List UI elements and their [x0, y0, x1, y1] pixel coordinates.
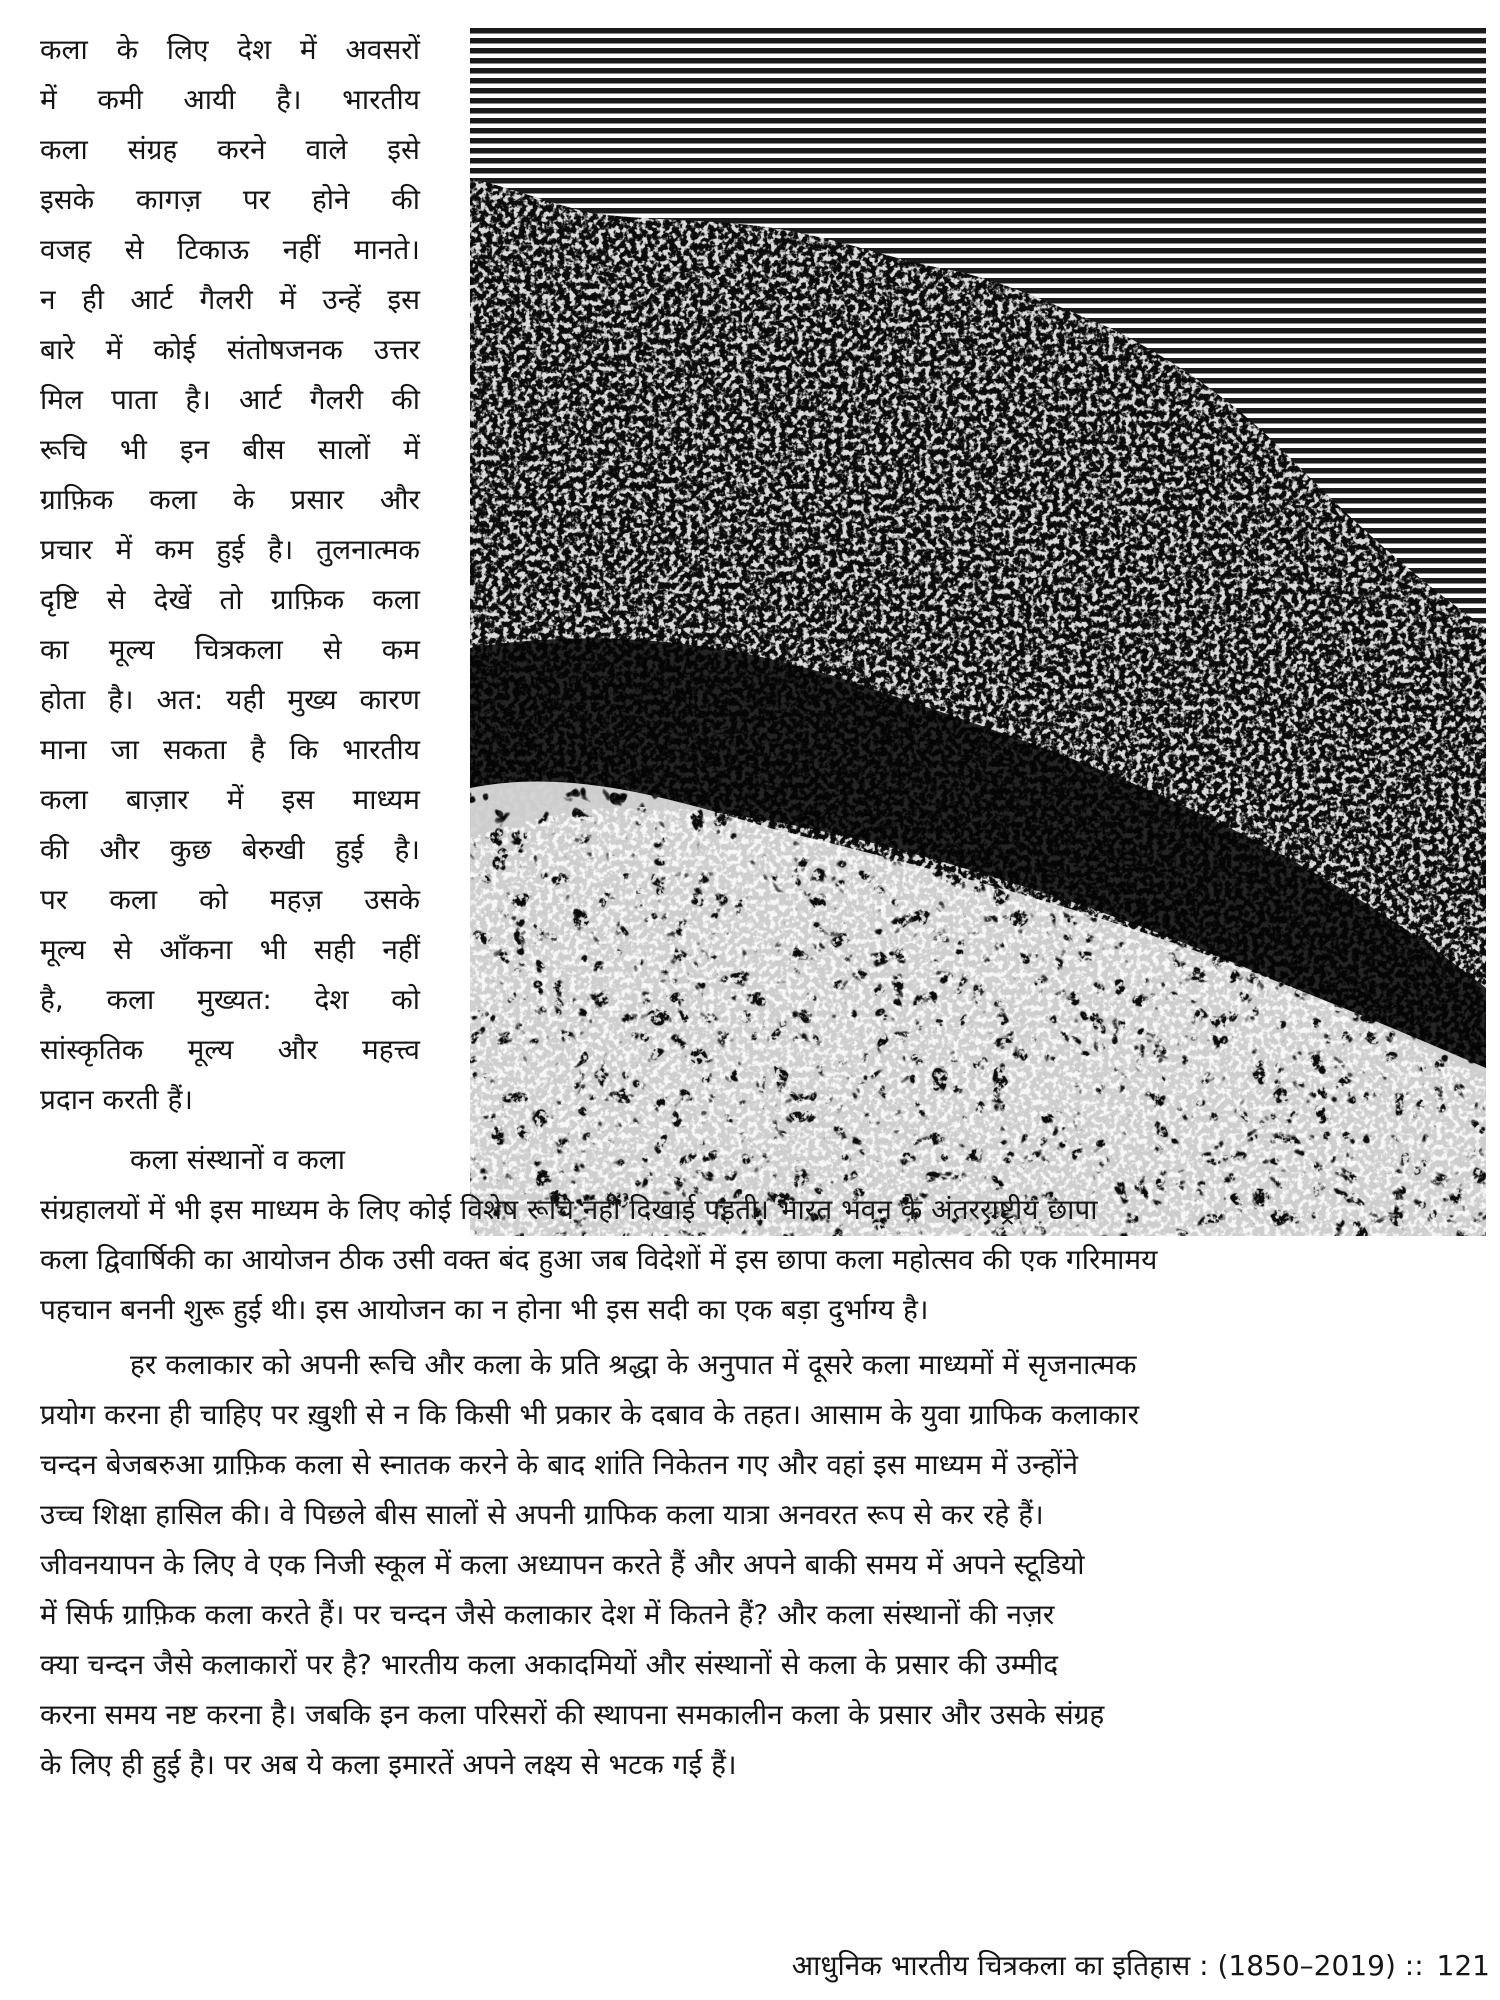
- left-column-line: में कमी आयी है। भारतीय: [40, 83, 420, 116]
- left-column-line: माना जा सकता है कि भारतीय: [40, 733, 420, 766]
- body-line: चन्दन बेजबरुआ ग्राफ़िक कला से स्नातक करने के बाद शांति निकेतन गए और वहां इस माध्यम में उन्होंने: [40, 1448, 1079, 1481]
- paragraph-indent-line: कला संस्थानों व कला: [130, 1143, 345, 1176]
- left-column-line: कला संग्रह करने वाले इसे: [40, 133, 420, 166]
- left-column-line: का मूल्य चित्रकला से कम: [40, 633, 420, 666]
- left-column-line: की और कुछ बेरुखी हुई है।: [40, 833, 420, 866]
- left-column-line: मूल्य से आँकना भी सही नहीं: [40, 933, 420, 966]
- body-line: कला द्विवार्षिकी का आयोजन ठीक उसी वक्त बंद हुआ जब विदेशों में इस छापा कला महोत्सव की एक गरिमामय: [40, 1243, 1158, 1276]
- body-line: हर कलाकार को अपनी रूचि और कला के प्रति श्रद्धा के अनुपात में दूसरे कला माध्यमों में सृजनात्मक: [130, 1348, 1137, 1381]
- page-number: 121: [1436, 1949, 1490, 1982]
- left-column-line: पर कला को महज़ उसके: [40, 883, 420, 916]
- body-line: प्रयोग करना ही चाहिए पर ख़ुशी से न कि किसी भी प्रकार के दबाव के तहत। आसाम के युवा ग्राफिक कलाकार: [40, 1398, 1140, 1431]
- left-column-line: प्रदान करती हैं।: [40, 1083, 194, 1116]
- left-column-line: प्रचार में कम हुई है। तुलनात्मक: [40, 533, 420, 566]
- body-line: के लिए ही हुई है। पर अब ये कला इमारतें अपने लक्ष्य से भटक गई हैं।: [40, 1748, 737, 1781]
- landscape-print-illustration: [470, 28, 1486, 1236]
- left-column-line: न ही आर्ट गैलरी में उन्हें इस: [40, 283, 420, 316]
- body-line: उच्च शिक्षा हासिल की। वे पिछले बीस सालों से अपनी ग्राफिक कला यात्रा अनवरत रूप से कर रहे हैं।: [40, 1498, 1044, 1531]
- left-column-line: मिल पाता है। आर्ट गैलरी की: [40, 383, 420, 416]
- left-column-line: होता है। अत: यही मुख्य कारण: [40, 683, 420, 716]
- left-column-line: बारे में कोई संतोषजनक उत्तर: [40, 333, 420, 366]
- body-line: संग्रहालयों में भी इस माध्यम के लिए कोई विशेष रूचि नहीं दिखाई पड़ती। भारत भवन के अंतरराष्ट्रीय छापा: [40, 1193, 1098, 1226]
- body-line: पहचान बननी शुरू हुई थी। इस आयोजन का न होना भी इस सदी का एक बड़ा दुर्भाग्य है।: [40, 1293, 929, 1326]
- left-column-line: ग्राफ़िक कला के प्रसार और: [40, 483, 420, 516]
- graphic-art-print: [470, 28, 1486, 1236]
- body-line: जीवनयापन के लिए वे एक निजी स्कूल में कला अध्यापन करते हैं और अपने बाकी समय में अपने स्टूडियो: [40, 1548, 1085, 1581]
- page-footer: [690, 1948, 1490, 1984]
- left-column-line: कला के लिए देश में अवसरों: [40, 33, 420, 66]
- left-column-line: सांस्कृतिक मूल्य और महत्त्व: [40, 1033, 420, 1066]
- left-column-line: इसके कागज़ पर होने की: [40, 183, 420, 216]
- left-column-line: वजह से टिकाऊ नहीं मानते।: [40, 233, 420, 266]
- left-column-line: है, कला मुख्यत: देश को: [40, 983, 420, 1016]
- body-line: क्या चन्दन जैसे कलाकारों पर है? भारतीय कला अकादमियों और संस्थानों से कला के प्रसार की उम्मीद: [40, 1648, 1059, 1681]
- left-column-line: दृष्टि से देखें तो ग्राफ़िक कला: [40, 583, 420, 616]
- body-line: करना समय नष्ट करना है। जबकि इन कला परिसरों की स्थापना समकालीन कला के प्रसार और उसके संग्रह: [40, 1698, 1105, 1731]
- left-column-line: रूचि भी इन बीस सालों में: [40, 433, 420, 466]
- left-column-line: कला बाज़ार में इस माध्यम: [40, 783, 420, 816]
- body-line: में सिर्फ ग्राफ़िक कला करते हैं। पर चन्दन जैसे कलाकार देश में कितने हैं? और कला संस्थानों की नज़र: [40, 1598, 1055, 1631]
- book-title: आधुनिक भारतीय चित्रकला का इतिहास : (1850–2019) ::: [791, 1949, 1424, 1982]
